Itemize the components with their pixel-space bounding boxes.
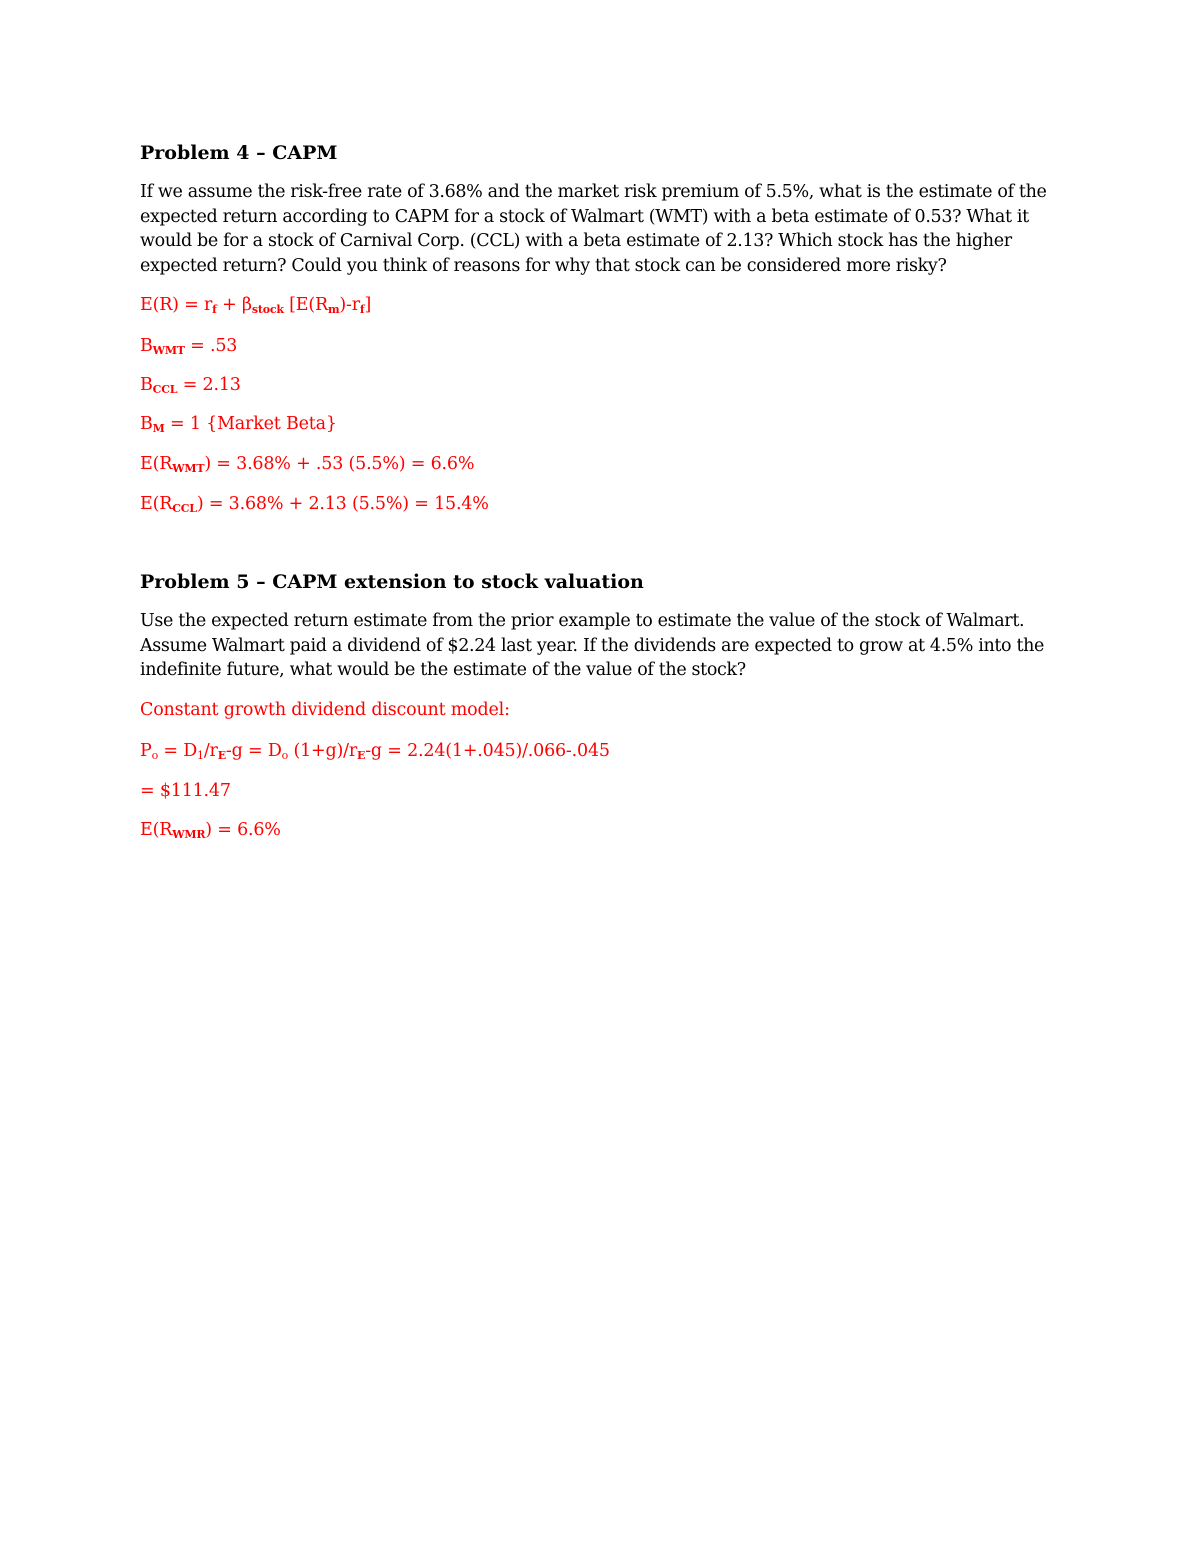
pv-p: P xyxy=(140,741,152,761)
stock-value-result: = $111.47 xyxy=(140,781,231,801)
beta-letter: B xyxy=(140,414,153,434)
formula-bracket-close: ] xyxy=(364,295,372,315)
beta-letter: B xyxy=(140,336,153,356)
er-prefix: E(R xyxy=(140,494,173,514)
beta-ccl-line xyxy=(140,374,1070,396)
beta-sub: M xyxy=(152,422,165,435)
formula-bracket-open: [E(R xyxy=(283,295,328,315)
formula-close-minus-r: )-r xyxy=(339,295,360,315)
dividend-discount-formula xyxy=(140,740,1070,762)
er-value: ) = 3.68% + 2.13 (5.5%) = 15.4% xyxy=(196,494,489,514)
problem4-question: If we assume the risk-free rate of 3.68% and the market risk premium of 5.5%, what is the estimate of the expected return according to CAPM for a stock of Walmart (WMT) with a beta estimate of 0.53? What it would be for a stock of Carnival Corp. (CCL) with a beta estimate of 2.13? Which stock has the higher expected return? Could you think of reasons for why that stock can be considered more risky? xyxy=(140,182,1047,276)
problem4-heading: Problem 4 – CAPM xyxy=(140,142,338,164)
expected-return-wmt xyxy=(140,453,1070,475)
er-prefix: E(R xyxy=(140,820,173,840)
pv-d0-sub: o xyxy=(281,749,289,762)
formula-rf-sub: f xyxy=(212,303,217,316)
pv-minus-g: -g = D xyxy=(225,741,282,761)
beta-letter: B xyxy=(140,375,153,395)
pv-re-sub: E xyxy=(217,749,226,762)
pv-eq-d: = D xyxy=(158,741,198,761)
pv-re-sub2: E xyxy=(357,749,366,762)
expected-return-ccl xyxy=(140,493,1070,515)
problem5-heading: Problem 5 – CAPM extension to stock valuation xyxy=(140,571,644,593)
beta-market-line xyxy=(140,413,1070,435)
beta-value: = 2.13 xyxy=(177,375,241,395)
formula-m-sub: m xyxy=(327,303,340,316)
model-label: Constant growth dividend discount model: xyxy=(140,700,510,720)
formula-plus-beta: + β xyxy=(216,295,252,315)
pv-d1-sub: 1 xyxy=(197,749,204,762)
pv-tail: -g = 2.24(1+.045)/.066-.045 xyxy=(365,741,610,761)
formula-beta-sub: stock xyxy=(251,303,284,316)
formula-rf-sub2: f xyxy=(359,303,365,316)
formula-lhs: E(R) = r xyxy=(140,295,213,315)
beta-value: = 1 {Market Beta} xyxy=(164,414,337,434)
er-sub: CCL xyxy=(172,502,197,515)
pv-slash-r: /r xyxy=(203,741,218,761)
expected-return-wmr xyxy=(140,819,1070,841)
er-value: ) = 3.68% + .53 (5.5%) = 6.6% xyxy=(204,454,475,474)
beta-sub: CCL xyxy=(152,383,178,396)
er-value: ) = 6.6% xyxy=(205,820,281,840)
capm-formula xyxy=(140,294,1070,316)
beta-wmt-line xyxy=(140,335,1070,357)
beta-sub: WMT xyxy=(152,344,185,357)
er-sub: WMR xyxy=(172,828,206,841)
pv-p-sub: o xyxy=(151,749,159,762)
pv-growth: (1+g)/r xyxy=(288,741,357,761)
er-sub: WMT xyxy=(172,462,205,475)
er-prefix: E(R xyxy=(140,454,173,474)
beta-value: = .53 xyxy=(184,336,238,356)
problem5-question: Use the expected return estimate from the prior example to estimate the value of the stock of Walmart. Assume Walmart paid a dividend of $2.24 last year. If the dividends are expected to grow at 4.5% into the indefinite future, what would be the estimate of the value of the stock? xyxy=(140,611,1045,680)
